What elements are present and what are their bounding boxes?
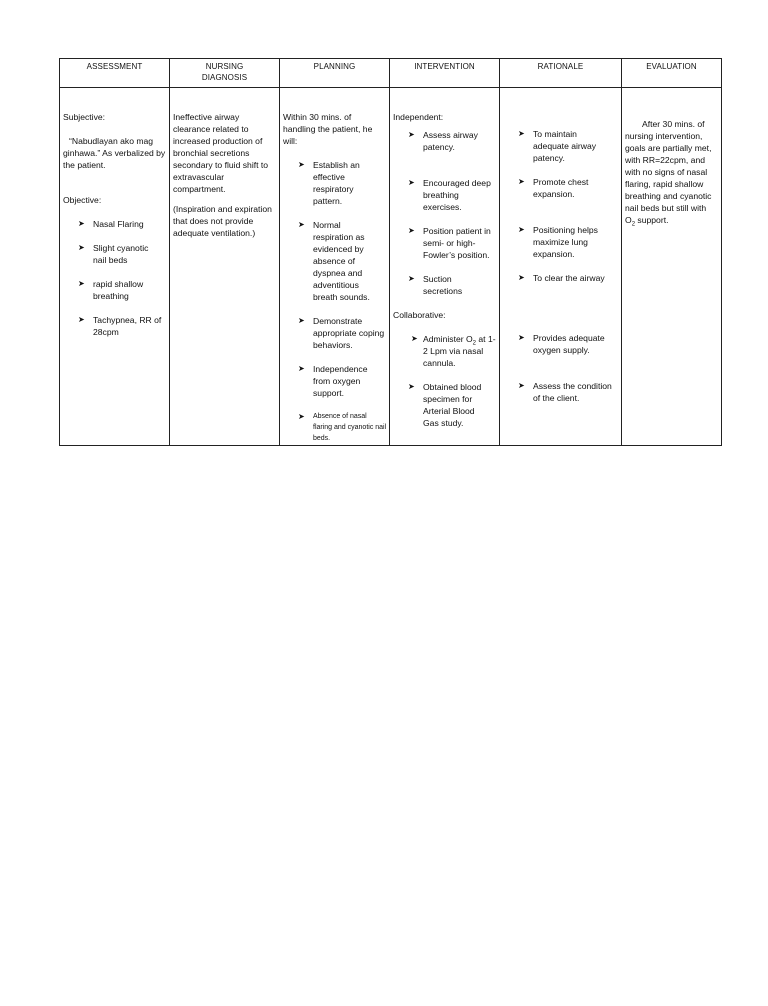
- subjective-quote: “Nabudlayan ako mag ginhawa.” As verbalized by the patient.: [63, 136, 166, 170]
- header-intervention-label: INTERVENTION: [414, 62, 475, 71]
- objective-item: [63, 218, 166, 230]
- independent-item-text: Encouraged deep breathing exercises.: [423, 178, 491, 212]
- diagnosis-note: (Inspiration and expiration that does not provide adequate ventilation.): [173, 204, 272, 238]
- header-assessment: [60, 59, 170, 88]
- rationale-item-text: To clear the airway: [533, 273, 605, 283]
- bullet-arrow-icon: ➤: [518, 333, 525, 342]
- objective-item: [63, 314, 166, 338]
- o2-subscript: 2: [631, 221, 636, 228]
- rationale-item: [503, 128, 618, 164]
- bullet-arrow-icon: ➤: [518, 129, 525, 138]
- objective-item: [63, 278, 166, 302]
- collaborative-item-text: [423, 333, 497, 369]
- header-row: [60, 59, 722, 88]
- objective-item: [63, 242, 166, 266]
- planning-intro: Within 30 mins. of handling the patient, he will:: [283, 112, 373, 146]
- nursing-care-plan-page: [59, 58, 721, 446]
- planning-item-text: Demonstrate appropriate coping behaviors.: [313, 316, 385, 350]
- bullet-arrow-icon: ➤: [518, 177, 525, 186]
- rationale-item: [503, 176, 618, 200]
- subjective-label: Subjective:: [63, 112, 106, 122]
- collaborative-item: [393, 333, 496, 369]
- bullet-arrow-icon: ➤: [298, 220, 305, 229]
- objective-label: Objective:: [63, 195, 102, 205]
- objective-item-text: Tachypnea, RR of 28cpm: [93, 315, 162, 337]
- administer-o2-prefix: Administer O: [423, 334, 473, 344]
- planning-item: [283, 159, 386, 207]
- evaluation-text-main: After 30 mins. of nursing intervention, goals are partially met, with RR=22cpm, and with no signs of nasal flaring, rapid shallow breathing and cyanotic nail beds but still with O: [625, 119, 712, 225]
- planning-item: [283, 411, 386, 444]
- bullet-arrow-icon: ➤: [298, 160, 305, 169]
- planning-item-text: Normal respiration as evidenced by absence of dyspnea and adventitious breath sounds.: [313, 220, 370, 302]
- rationale-item: [503, 332, 618, 356]
- collaborative-label: Collaborative:: [393, 310, 446, 320]
- header-planning: [280, 59, 390, 88]
- bullet-arrow-icon: ➤: [518, 225, 525, 234]
- header-planning-label: PLANNING: [313, 62, 356, 71]
- planning-cell: [280, 88, 390, 446]
- header-intervention: [390, 59, 500, 88]
- independent-item: [393, 129, 496, 153]
- independent-item: [393, 177, 496, 213]
- bullet-arrow-icon: ➤: [408, 382, 415, 391]
- independent-label: Independent:: [393, 112, 444, 122]
- objective-item-text: Nasal Flaring: [93, 219, 144, 229]
- collaborative-item-text: Obtained blood specimen for Arterial Blood Gas study.: [423, 382, 482, 428]
- bullet-arrow-icon: ➤: [78, 279, 85, 288]
- bullet-arrow-icon: ➤: [408, 178, 415, 187]
- header-evaluation: [622, 59, 722, 88]
- nursing-care-plan-table: [59, 58, 722, 446]
- objective-item-text: rapid shallow breathing: [93, 279, 144, 301]
- planning-item-text: Independence from oxygen support.: [313, 364, 368, 398]
- assessment-cell: [60, 88, 170, 446]
- objective-item-text: Slight cyanotic nail beds: [93, 243, 149, 265]
- diagnosis-statement: Ineffective airway clearance related to increased production of bronchial secretions secondary to fluid shift to extravascular compartment.: [173, 112, 269, 194]
- bullet-arrow-icon: ➤: [408, 274, 415, 283]
- collaborative-item: [393, 381, 496, 429]
- rationale-item-text: Provides adequate oxygen supply.: [533, 333, 605, 355]
- header-assessment-label: ASSESSMENT: [86, 62, 143, 71]
- header-rationale-label: RATIONALE: [537, 62, 584, 71]
- rationale-list: [503, 128, 618, 404]
- header-nursing-diagnosis-line2: DIAGNOSIS: [201, 73, 248, 82]
- rationale-item-text: Positioning helps maximize lung expansion.: [533, 225, 598, 259]
- bullet-arrow-icon: ➤: [78, 243, 85, 252]
- collaborative-list: [393, 333, 496, 429]
- evaluation-cell: [622, 88, 722, 446]
- planning-item-text: Absence of nasal flaring and cyanotic nail beds.: [313, 413, 387, 442]
- bullet-arrow-icon: ➤: [78, 219, 85, 228]
- independent-list: [393, 129, 496, 297]
- rationale-item: [503, 380, 618, 404]
- objective-list: [63, 218, 166, 338]
- intervention-cell: [390, 88, 500, 446]
- rationale-item-text: Promote chest expansion.: [533, 177, 589, 199]
- planning-item: [283, 315, 386, 351]
- nursing-diagnosis-cell: [170, 88, 280, 446]
- rationale-cell: [500, 88, 622, 446]
- bullet-arrow-icon: ➤: [408, 130, 415, 139]
- evaluation-text-end: support.: [635, 215, 669, 225]
- bullet-arrow-icon: ➤: [518, 381, 525, 390]
- header-rationale: [500, 59, 622, 88]
- planning-list: [283, 159, 386, 444]
- rationale-item-text: To maintain adequate airway patency.: [533, 129, 597, 163]
- content-row: [60, 88, 722, 446]
- evaluation-text: [625, 118, 718, 226]
- planning-item: [283, 219, 386, 303]
- independent-item-text: Suction secretions: [423, 274, 463, 296]
- header-nursing-diagnosis-line1: NURSING: [205, 62, 244, 71]
- bullet-arrow-icon: ➤: [298, 364, 305, 373]
- bullet-arrow-icon: ➤: [298, 316, 305, 325]
- independent-item-text: Assess airway patency.: [423, 130, 478, 152]
- independent-item-text: Position patient in semi- or high-Fowler’s position.: [423, 226, 491, 260]
- administer-o2-suffix: at 1-2 Lpm via nasal cannula.: [423, 334, 496, 368]
- bullet-arrow-icon: ➤: [78, 315, 85, 324]
- o2-subscript: 2: [472, 340, 477, 347]
- rationale-item-text: Assess the condition of the client.: [533, 381, 612, 403]
- bullet-arrow-icon: ➤: [298, 412, 305, 421]
- rationale-item: [503, 272, 618, 284]
- bullet-arrow-icon: ➤: [518, 273, 525, 282]
- rationale-item: [503, 224, 618, 260]
- independent-item: [393, 273, 496, 297]
- header-nursing-diagnosis: [170, 59, 280, 88]
- independent-item: [393, 225, 496, 261]
- bullet-arrow-icon: ➤: [408, 226, 415, 235]
- planning-item: [283, 363, 386, 399]
- bullet-arrow-icon: ➤: [411, 334, 418, 343]
- header-evaluation-label: EVALUATION: [646, 62, 697, 71]
- planning-item-text: Establish an effective respiratory pattern.: [313, 160, 360, 206]
